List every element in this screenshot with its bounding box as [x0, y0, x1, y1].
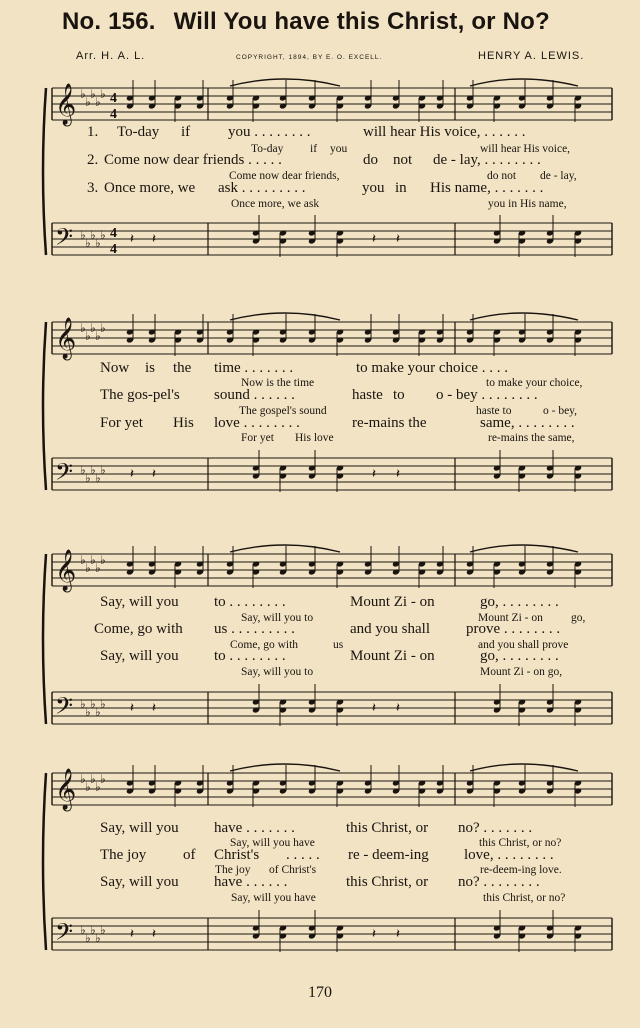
flat-icon: ♭	[95, 561, 101, 575]
bass-clef-icon: 𝄢	[55, 692, 74, 725]
hymn-title-text: Will You have this Christ, or No?	[173, 8, 550, 35]
copyright-notice: COPYRIGHT, 1894, BY E. O. EXCELL.	[236, 54, 383, 61]
lyric-verse-3: in	[395, 180, 407, 196]
echo-lyric-verse-1: this Christ, or no?	[479, 837, 562, 849]
flat-icon: ♭	[95, 329, 101, 343]
time-signature: 4	[110, 91, 117, 106]
flat-icon: ♭	[85, 236, 91, 250]
echo-lyric-verse-1: if	[310, 143, 318, 155]
flat-icon: ♭	[100, 463, 106, 477]
lyric-verse-1: the	[173, 360, 192, 376]
flat-icon: ♭	[95, 931, 101, 945]
rest-icon: 𝄽	[130, 700, 134, 715]
flat-icon: ♭	[100, 228, 106, 242]
lyric-verse-2: prove . . . . . . . .	[466, 621, 561, 637]
lyric-verse-2: haste	[352, 387, 383, 403]
lyric-verse-3: no? . . . . . . . .	[458, 874, 540, 890]
echo-lyric-verse-1: you	[330, 143, 348, 155]
echo-lyric-verse-1: Say, will you to	[241, 612, 314, 624]
lyric-verse-3: to . . . . . . . .	[214, 648, 286, 664]
rest-icon: 𝄽	[396, 466, 400, 481]
flat-icon: ♭	[80, 772, 86, 786]
lyric-verse-3: have . . . . . .	[214, 874, 288, 890]
rest-icon: 𝄽	[372, 466, 376, 481]
lyric-verse-2: The gos-pel's	[100, 387, 180, 403]
echo-lyric-verse-3: Say, will you have	[231, 892, 316, 904]
flat-icon: ♭	[90, 697, 96, 711]
lyric-verse-3: same, . . . . . . . .	[480, 415, 575, 431]
echo-lyric-verse-3: Mount Zi - on go,	[480, 666, 563, 678]
rest-icon: 𝄽	[372, 231, 376, 246]
lyric-verse-1: Say, will you	[100, 594, 179, 610]
lyric-verse-2: do	[363, 152, 378, 168]
bass-clef-icon: 𝄢	[55, 223, 74, 256]
rest-icon: 𝄽	[396, 231, 400, 246]
lyric-verse-3: this Christ, or	[346, 874, 429, 890]
echo-lyric-verse-2: and you shall prove	[478, 639, 569, 651]
lyric-verse-1: will hear His voice, . . . . . .	[363, 124, 526, 140]
echo-lyric-verse-2: of Christ's	[269, 864, 317, 876]
echo-lyric-verse-1: Now is the time	[241, 377, 315, 389]
lyric-verse-3: His name, . . . . . . .	[430, 180, 544, 196]
flat-icon: ♭	[100, 553, 106, 567]
lyric-verse-2: love, . . . . . . . .	[464, 847, 554, 863]
flat-icon: ♭	[95, 780, 101, 794]
lyric-verse-2: to	[393, 387, 405, 403]
echo-lyric-verse-3: Say, will you to	[241, 666, 314, 678]
flat-icon: ♭	[100, 87, 106, 101]
flat-icon: ♭	[100, 772, 106, 786]
lyric-verse-2: us . . . . . . . . .	[214, 621, 295, 637]
lyric-verse-2: . . . . .	[286, 847, 320, 863]
lyric-verse-2: of	[183, 847, 196, 863]
lyric-verse-1: you . . . . . . . .	[228, 124, 311, 140]
lyric-verse-1: 1.	[87, 124, 99, 140]
lyric-verse-2: Come, go with	[94, 621, 183, 637]
flat-icon: ♭	[90, 772, 96, 786]
rest-icon: 𝄽	[372, 926, 376, 941]
flat-icon: ♭	[85, 931, 91, 945]
rest-icon: 𝄽	[130, 466, 134, 481]
lyric-verse-3: ask . . . . . . . . .	[218, 180, 306, 196]
lyric-verse-3: For yet	[100, 415, 143, 431]
lyric-verse-3: Once more, we	[104, 180, 196, 196]
echo-lyric-verse-1: Say, will you have	[230, 837, 315, 849]
flat-icon: ♭	[90, 463, 96, 477]
echo-lyric-verse-3: re-mains the same,	[488, 432, 575, 444]
flat-icon: ♭	[80, 321, 86, 335]
lyric-verse-1: time . . . . . . .	[214, 360, 294, 376]
rest-icon: 𝄽	[152, 700, 156, 715]
arranger-credit: Arr. H. A. L.	[76, 50, 146, 62]
lyric-verse-1: Now	[100, 360, 130, 376]
rest-icon: 𝄽	[130, 926, 134, 941]
lyric-verse-3: Mount Zi - on	[350, 648, 435, 664]
echo-lyric-verse-3: Once more, we ask	[231, 198, 320, 210]
lyric-verse-1: To-day	[117, 124, 160, 140]
flat-icon: ♭	[100, 321, 106, 335]
bass-clef-icon: 𝄢	[55, 918, 74, 951]
flat-icon: ♭	[80, 923, 86, 937]
flat-icon: ♭	[85, 561, 91, 575]
lyric-verse-1: have . . . . . . .	[214, 820, 295, 836]
lyric-verse-1: to . . . . . . . .	[214, 594, 286, 610]
rest-icon: 𝄽	[396, 700, 400, 715]
lyric-verse-3: go, . . . . . . . .	[480, 648, 559, 664]
lyric-verse-1: if	[181, 124, 191, 140]
echo-lyric-verse-1: go,	[571, 612, 586, 624]
lyric-verse-2: sound . . . . . .	[214, 387, 295, 403]
echo-lyric-verse-3: His love	[295, 432, 334, 444]
flat-icon: ♭	[85, 329, 91, 343]
flat-icon: ♭	[90, 228, 96, 242]
lyric-verse-3: re-mains the	[352, 415, 427, 431]
echo-lyric-verse-2: us	[333, 639, 344, 651]
time-signature: 4	[110, 107, 117, 122]
lyric-verse-2: not	[393, 152, 413, 168]
flat-icon: ♭	[100, 697, 106, 711]
echo-lyric-verse-2: de - lay,	[540, 170, 577, 182]
echo-lyric-verse-2: Come now dear friends,	[229, 170, 340, 182]
echo-lyric-verse-2: re-deem-ing love.	[480, 864, 562, 876]
rest-icon: 𝄽	[152, 926, 156, 941]
echo-lyric-verse-2: The joy	[215, 864, 251, 876]
lyric-verse-2: The joy	[100, 847, 147, 863]
flat-icon: ♭	[80, 228, 86, 242]
flat-icon: ♭	[85, 780, 91, 794]
lyric-verse-3: Say, will you	[100, 874, 179, 890]
treble-staff	[52, 764, 612, 807]
lyric-verse-2: re - deem-ing	[348, 847, 429, 863]
flat-icon: ♭	[85, 95, 91, 109]
rest-icon: 𝄽	[396, 926, 400, 941]
lyric-verse-3: His	[173, 415, 194, 431]
treble-clef-icon: 𝄞	[55, 769, 77, 810]
time-signature: 4	[110, 242, 117, 257]
echo-lyric-verse-3: this Christ, or no?	[483, 892, 566, 904]
rest-icon: 𝄽	[152, 466, 156, 481]
flat-icon: ♭	[80, 697, 86, 711]
echo-lyric-verse-2: The gospel's sound	[239, 405, 327, 417]
flat-icon: ♭	[90, 923, 96, 937]
flat-icon: ♭	[85, 471, 91, 485]
echo-lyric-verse-3: For yet	[241, 432, 274, 444]
rest-icon: 𝄽	[152, 231, 156, 246]
lyric-verse-2: de - lay, . . . . . . . .	[433, 152, 541, 168]
lyric-verse-3: love . . . . . . . .	[214, 415, 300, 431]
page-number: 170	[308, 984, 332, 1001]
brace	[43, 773, 46, 950]
echo-lyric-verse-2: Come, go with	[230, 639, 299, 651]
treble-clef-icon: 𝄞	[55, 84, 77, 125]
flat-icon: ♭	[90, 87, 96, 101]
lyric-verse-1: no? . . . . . . .	[458, 820, 533, 836]
flat-icon: ♭	[95, 471, 101, 485]
echo-lyric-verse-1: will hear His voice,	[480, 143, 571, 155]
hymn-number: No. 156.	[62, 8, 156, 35]
flat-icon: ♭	[90, 553, 96, 567]
echo-lyric-verse-2: haste to	[476, 405, 512, 417]
flat-icon: ♭	[90, 321, 96, 335]
flat-icon: ♭	[85, 705, 91, 719]
lyric-verse-2: 2.	[87, 152, 99, 168]
echo-lyric-verse-1: to make your choice,	[486, 377, 583, 389]
treble-clef-icon: 𝄞	[55, 318, 77, 359]
lyric-verse-1: is	[145, 360, 156, 376]
bass-clef-icon: 𝄢	[55, 458, 74, 491]
lyric-verse-1: to make your choice . . . .	[356, 360, 509, 376]
echo-lyric-verse-1: Mount Zi - on	[478, 612, 543, 624]
flat-icon: ♭	[80, 463, 86, 477]
lyric-verse-3: Say, will you	[100, 648, 179, 664]
echo-lyric-verse-2: o - bey,	[543, 405, 578, 417]
lyric-verse-1: this Christ, or	[346, 820, 429, 836]
echo-lyric-verse-2: do not	[487, 170, 517, 182]
lyric-verse-2: o - bey . . . . . . . .	[436, 387, 538, 403]
flat-icon: ♭	[95, 705, 101, 719]
lyric-verse-1: go, . . . . . . . .	[480, 594, 559, 610]
lyric-verse-2: Come now dear friends . . . . .	[104, 152, 282, 168]
time-signature: 4	[110, 226, 117, 241]
lyric-verse-3: 3.	[87, 180, 99, 196]
lyric-verse-3: you	[362, 180, 385, 196]
flat-icon: ♭	[80, 87, 86, 101]
flat-icon: ♭	[100, 923, 106, 937]
lyric-verse-2: Christ's	[214, 847, 260, 863]
rest-icon: 𝄽	[130, 231, 134, 246]
composer-credit: HENRY A. LEWIS.	[478, 50, 585, 62]
lyric-verse-2: and you shall	[350, 621, 430, 637]
flat-icon: ♭	[95, 236, 101, 250]
flat-icon: ♭	[95, 95, 101, 109]
lyric-verse-1: Say, will you	[100, 820, 179, 836]
echo-lyric-verse-3: you in His name,	[488, 198, 567, 210]
flat-icon: ♭	[80, 553, 86, 567]
echo-lyric-verse-1: To-day	[251, 143, 284, 155]
bass-staff	[52, 910, 612, 952]
treble-clef-icon: 𝄞	[55, 550, 77, 591]
rest-icon: 𝄽	[372, 700, 376, 715]
lyric-verse-1: Mount Zi - on	[350, 594, 435, 610]
